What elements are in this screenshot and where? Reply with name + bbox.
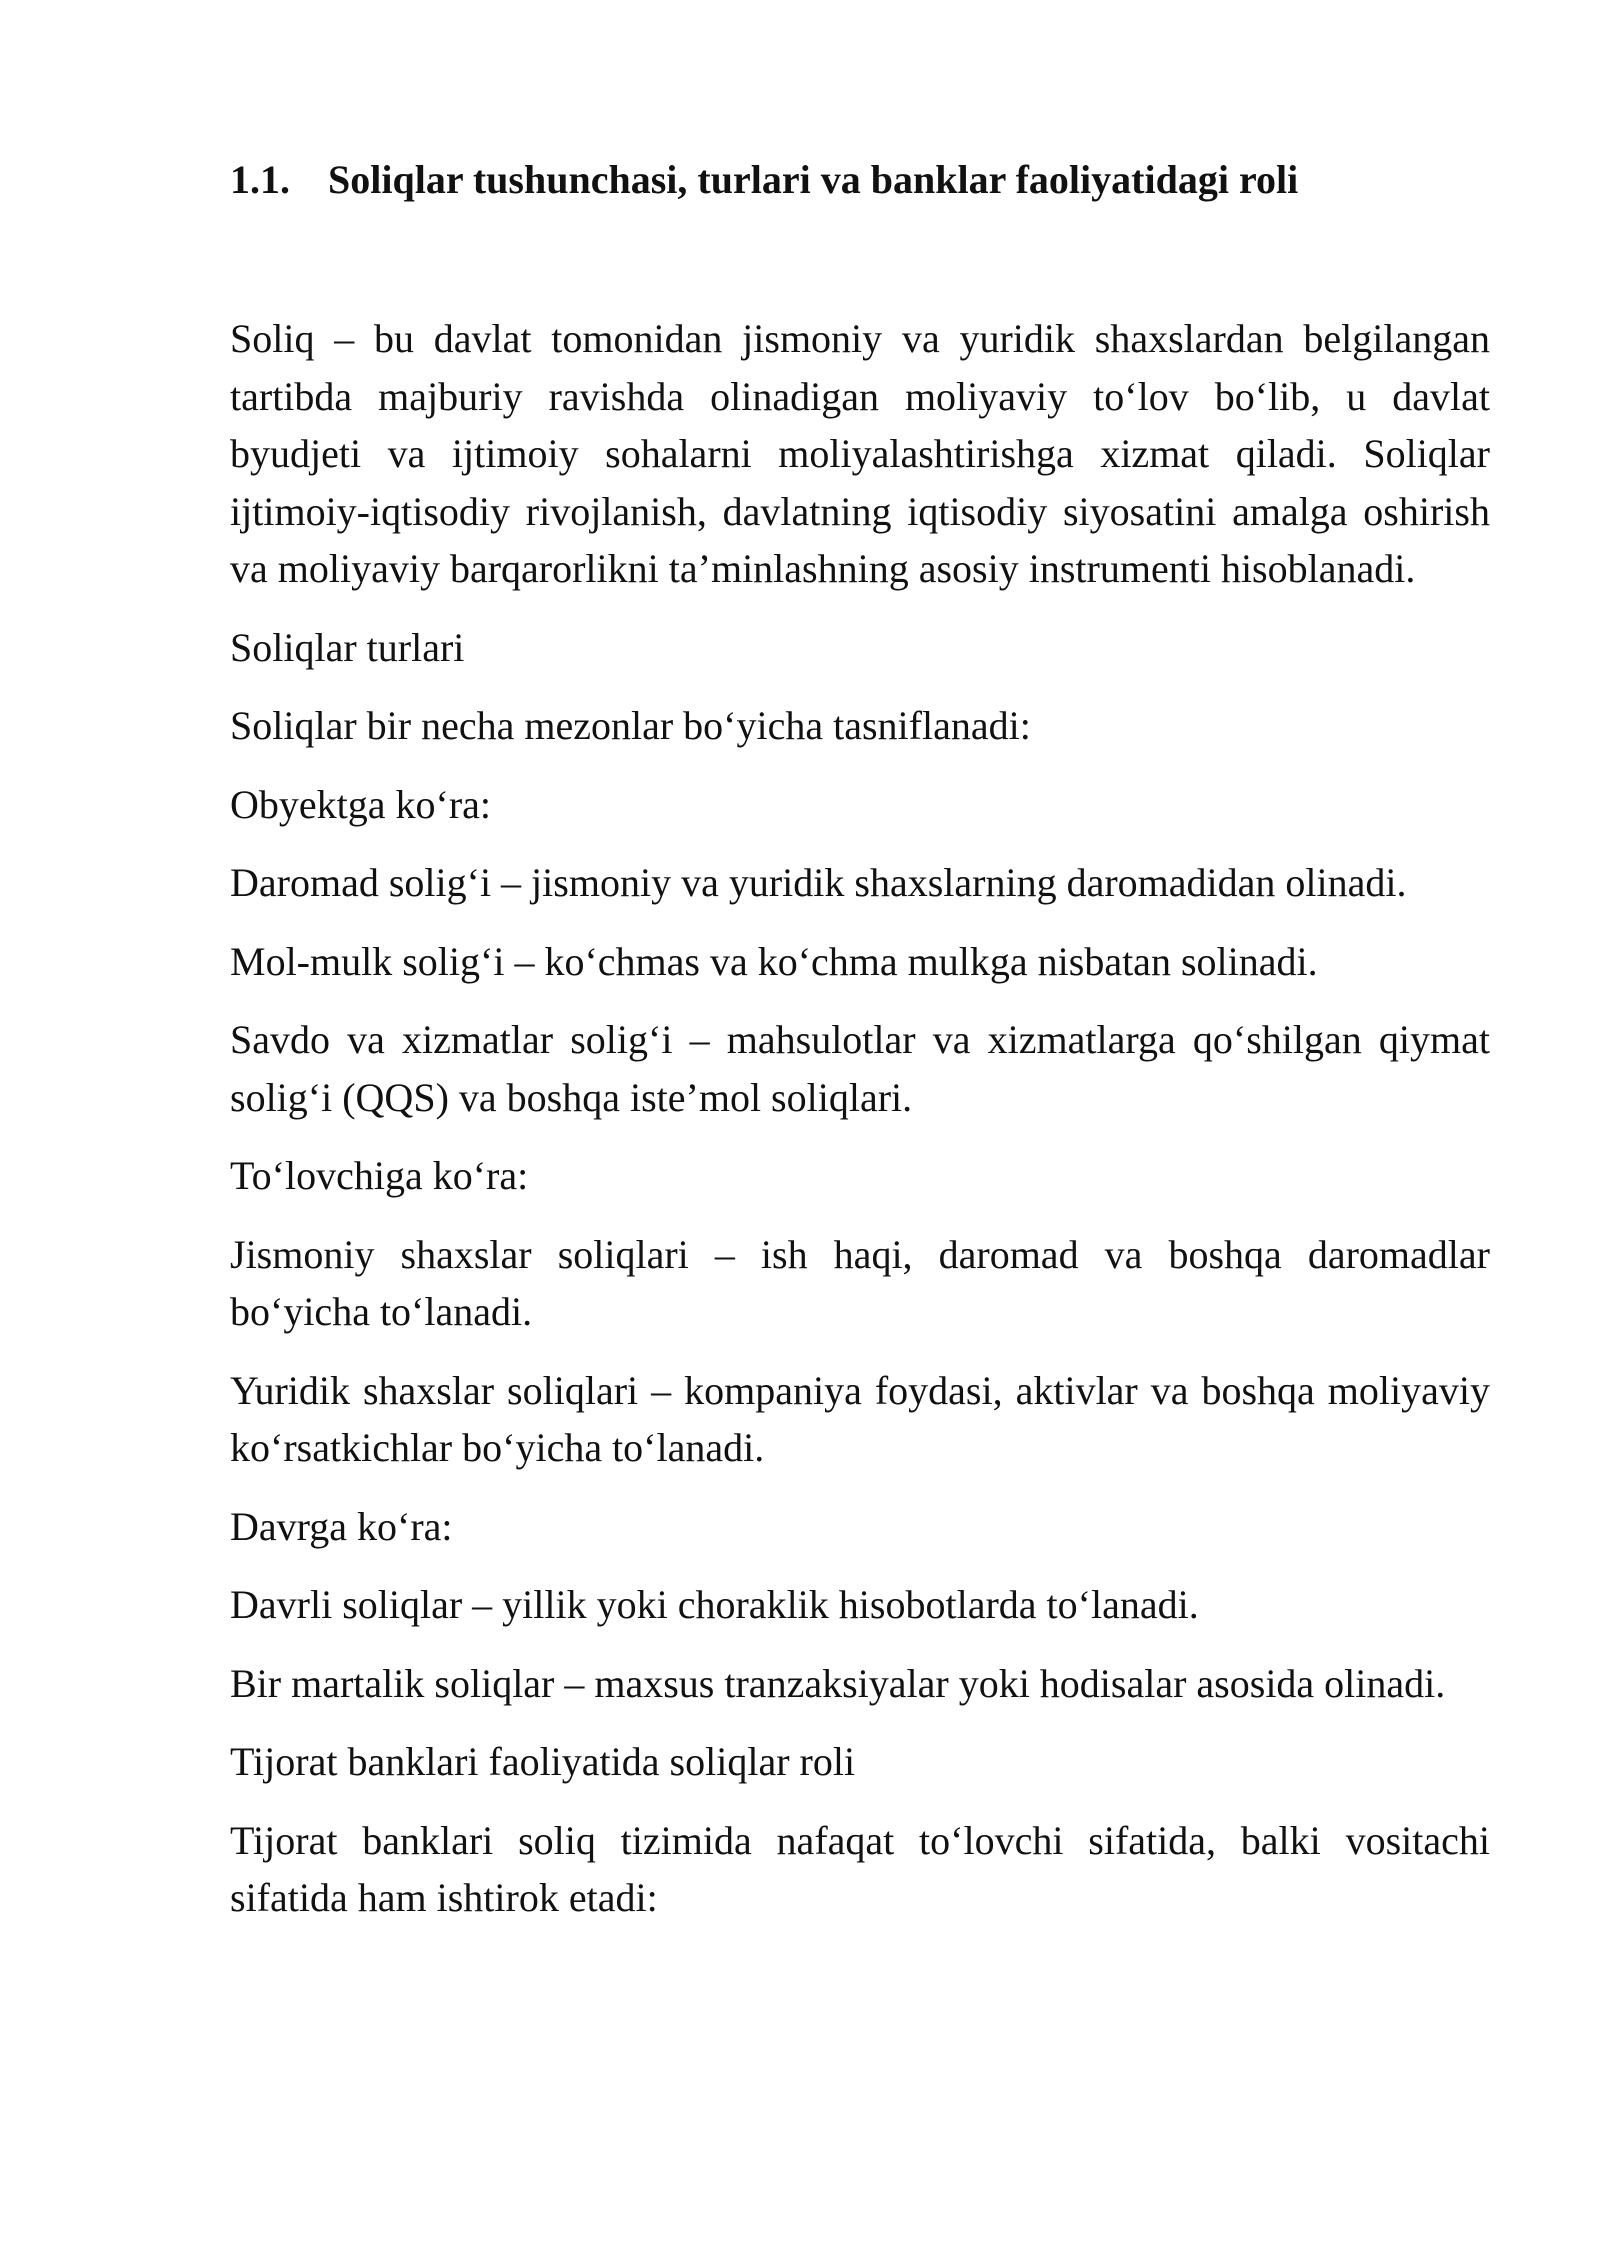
- paragraph-individual-taxes: Jismoniy shaxslar soliqlari – ish haqi, daromad va boshqa daromadlar bo‘yicha to‘lanadi.: [230, 1231, 1490, 1334]
- section-title: Soliqlar tushunchasi, turlari va banklar faoliyatidagi roli: [328, 157, 1299, 202]
- paragraph-one-time-taxes: Bir martalik soliqlar – maxsus tranzaksiyalar yoki hodisalar asosida olinadi.: [230, 1660, 1446, 1706]
- section-heading: [230, 150, 1298, 210]
- paragraph-types-heading: Soliqlar turlari: [230, 624, 465, 670]
- paragraph-banks-role-intro: Tijorat banklari soliq tizimida nafaqat to‘lovchi sifatida, balki vositachi sifatida ham ishtirok etadi:: [230, 1817, 1490, 1920]
- paragraph-by-object: Obyektga ko‘ra:: [230, 781, 492, 827]
- paragraph-legal-entity-taxes: Yuridik shaxslar soliqlari – kompaniya foydasi, aktivlar va boshqa moliyaviy ko‘rsatkichlar bo‘yicha to‘lanadi.: [230, 1367, 1490, 1470]
- paragraph-by-payer: To‘lovchiga ko‘ra:: [230, 1153, 529, 1198]
- paragraph-income-tax: Daromad solig‘i – jismoniy va yuridik shaxslarning daromadidan olinadi.: [230, 860, 1407, 905]
- paragraph-by-period: Davrga ko‘ra:: [230, 1503, 453, 1549]
- paragraph-periodic-taxes: Davrli soliqlar – yillik yoki choraklik hisobotlarda to‘lanadi.: [230, 1582, 1199, 1627]
- paragraph-classification-intro: Soliqlar bir necha mezonlar bo‘yicha tasniflanadi:: [230, 703, 1031, 748]
- paragraph-banks-role-heading: Tijorat banklari faoliyatida soliqlar roli: [230, 1739, 856, 1784]
- paragraph-trade-tax: Savdo va xizmatlar solig‘i – mahsulotlar va xizmatlarga qo‘shilgan qiymat solig‘i (QQS) va boshqa iste’mol soliqlari.: [230, 1017, 1490, 1120]
- document-body: [230, 310, 1490, 1948]
- paragraph-definition: Soliq – bu davlat tomonidan jismoniy va yuridik shaxslardan belgilangan tartibda majburiy ravishda olinadigan moliyaviy to‘lov bo‘lib, u davlat byudjeti va ijtimoiy sohalarni moliyalashtirishga xizmat qiladi. Soliqlar ijtimoiy-iqtisodiy rivojlanish, davlatning iqtisodiy siyosatini amalga oshirish va moliyaviy barqarorlikni ta’minlashning asosiy instrumenti hisoblanadi.: [230, 316, 1490, 591]
- section-number: 1.1.: [230, 157, 290, 202]
- paragraph-property-tax: Mol-mulk solig‘i – ko‘chmas va ko‘chma mulkga nisbatan solinadi.: [230, 938, 1318, 984]
